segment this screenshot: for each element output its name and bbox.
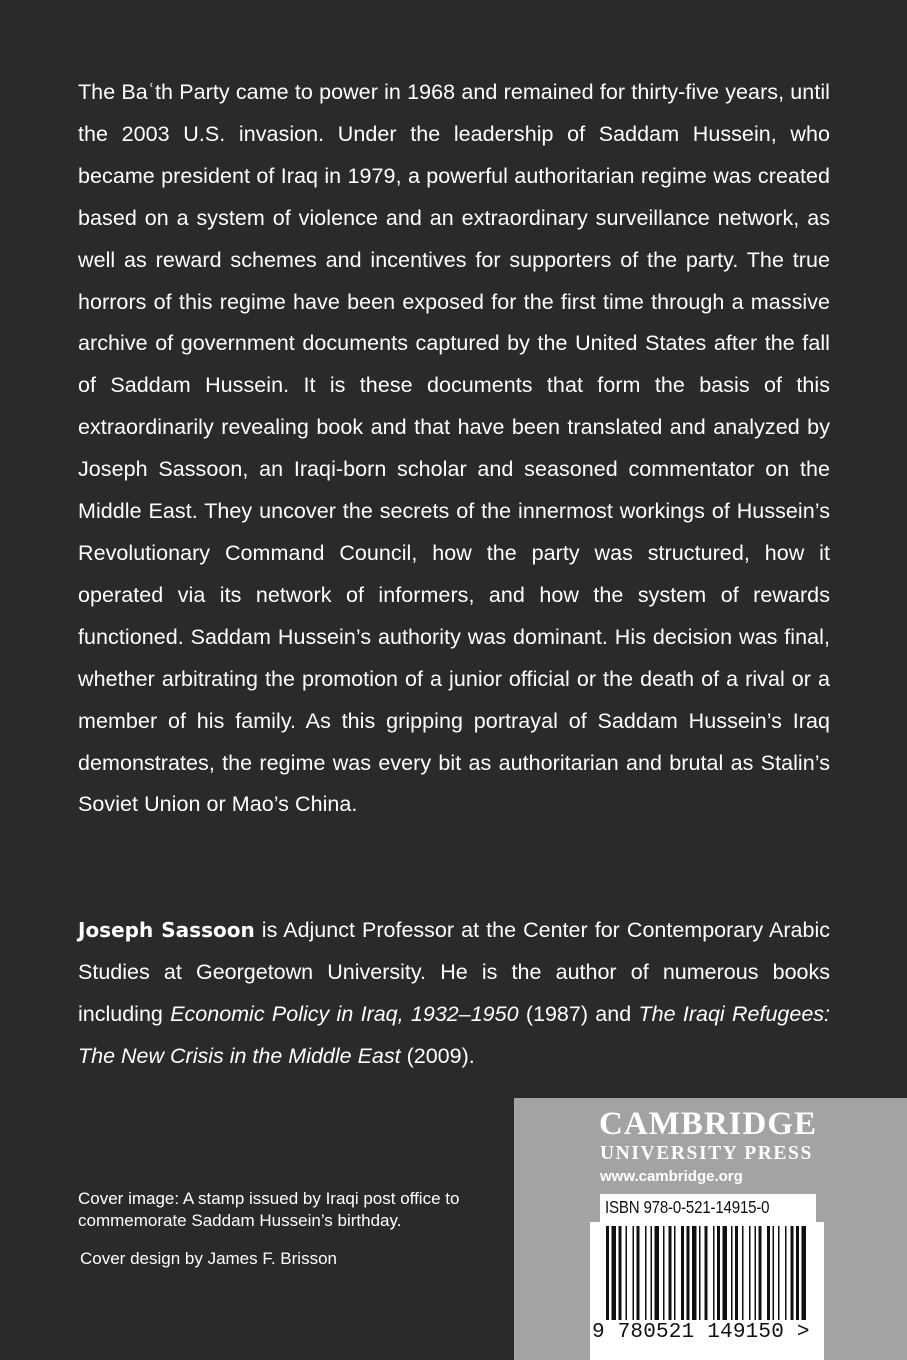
barcode-bar bbox=[749, 1226, 751, 1320]
bio-text-1: is Adjunct Professor at the Center for Contemporary Arabic Studies at Georgetown University. He is the author of numerous books including bbox=[78, 918, 830, 1026]
cover-image-credit: Cover image: A stamp issued by Iraqi post office to commemorate Saddam Hussein’s birthday. bbox=[78, 1189, 460, 1230]
barcode-bar bbox=[802, 1226, 807, 1320]
barcode-bar bbox=[655, 1226, 660, 1320]
isbn-barcode bbox=[590, 1222, 824, 1360]
book-title-1: Economic Policy in Iraq, 1932–1950 bbox=[170, 1001, 519, 1026]
barcode-bar bbox=[785, 1226, 787, 1320]
barcode-bar bbox=[713, 1226, 715, 1320]
barcode-bar bbox=[759, 1226, 762, 1320]
publisher-logo-subtitle: UNIVERSITY PRESS bbox=[600, 1143, 813, 1164]
barcode-bar bbox=[669, 1226, 672, 1320]
barcode-bar bbox=[612, 1226, 617, 1320]
barcode-bar bbox=[619, 1226, 622, 1320]
barcode-digits: 9 780521 149150 > bbox=[592, 1321, 810, 1344]
bio-text-3: (2009). bbox=[400, 1043, 475, 1068]
barcode-bar bbox=[705, 1226, 708, 1320]
barcode-bar bbox=[692, 1226, 697, 1320]
barcode-bar bbox=[633, 1226, 635, 1320]
barcode-bar bbox=[742, 1226, 744, 1320]
author-name: Joseph Sassoon bbox=[78, 918, 255, 942]
barcode-bar bbox=[735, 1226, 738, 1320]
barcode-bar bbox=[606, 1226, 609, 1320]
barcode-bars bbox=[590, 1222, 824, 1322]
cover-design-credit: Cover design by James F. Brisson bbox=[80, 1249, 337, 1268]
cover-credits bbox=[78, 1188, 498, 1270]
bio-text-2: (1987) and bbox=[518, 1001, 639, 1026]
barcode-bar bbox=[626, 1226, 628, 1320]
barcode-bar bbox=[645, 1226, 647, 1320]
barcode-bar bbox=[778, 1226, 780, 1320]
barcode-bar bbox=[791, 1226, 794, 1320]
author-bio bbox=[78, 910, 830, 1078]
back-cover-blurb: The Baʿth Party came to power in 1968 and remained for thirty-five years, until the 2003 U.S. invasion. Under the leadership of Saddam Hussein, who became president of Iraq in 1979, a powerful authoritarian regime was created based on a system of violence and an extraordinary surveillance network, as well as reward schemes and incentives for supporters of the party. The true horrors of this regime have been exposed for the first time through a massive archive of government documents captured by the United States after the fall of Saddam Hussein. It is these documents that form the basis of this extraordinarily revealing book and that have been translated and analyzed by Joseph Sassoon, an Iraqi-born scholar and seasoned commentator on the Middle East. They uncover the secrets of the innermost workings of Hussein’s Revolutionary Command Council, how the party was structured, how it operated via its network of informers, and how the system of rewards functioned. Saddam Hussein’s authority was dominant. His decision was final, whether arbitrating the promotion of a junior official or the death of a rival or a member of his family. As this gripping portrayal of Saddam Hussein’s Iraq demonstrates, the regime was every bit as authoritarian and brutal as Stalin’s Soviet Union or Mao’s China. bbox=[78, 80, 830, 817]
isbn-label: ISBN 978-0-521-14915-0 bbox=[605, 1197, 770, 1217]
barcode-bar bbox=[773, 1226, 775, 1320]
barcode-bar bbox=[663, 1226, 665, 1320]
barcode-bar bbox=[637, 1226, 640, 1320]
barcode-bar bbox=[755, 1226, 757, 1320]
barcode-bar bbox=[674, 1226, 676, 1320]
barcode-bar bbox=[651, 1226, 653, 1320]
barcode-bar bbox=[723, 1226, 728, 1320]
barcode-bar bbox=[796, 1226, 799, 1320]
barcode-bar bbox=[767, 1226, 770, 1320]
barcode-bar bbox=[717, 1226, 720, 1320]
barcode-bar bbox=[731, 1226, 733, 1320]
publisher-url: www.cambridge.org bbox=[600, 1168, 743, 1185]
book-title-2: The Iraqi Refugees: The New Crisis in the Middle East bbox=[78, 1001, 830, 1068]
publisher-box bbox=[514, 1098, 907, 1360]
barcode-bar bbox=[687, 1226, 690, 1320]
publisher-logo-name: CAMBRIDGE bbox=[599, 1106, 818, 1142]
barcode-bar bbox=[681, 1226, 684, 1320]
barcode-bar bbox=[699, 1226, 701, 1320]
isbn-label-box bbox=[600, 1194, 816, 1222]
